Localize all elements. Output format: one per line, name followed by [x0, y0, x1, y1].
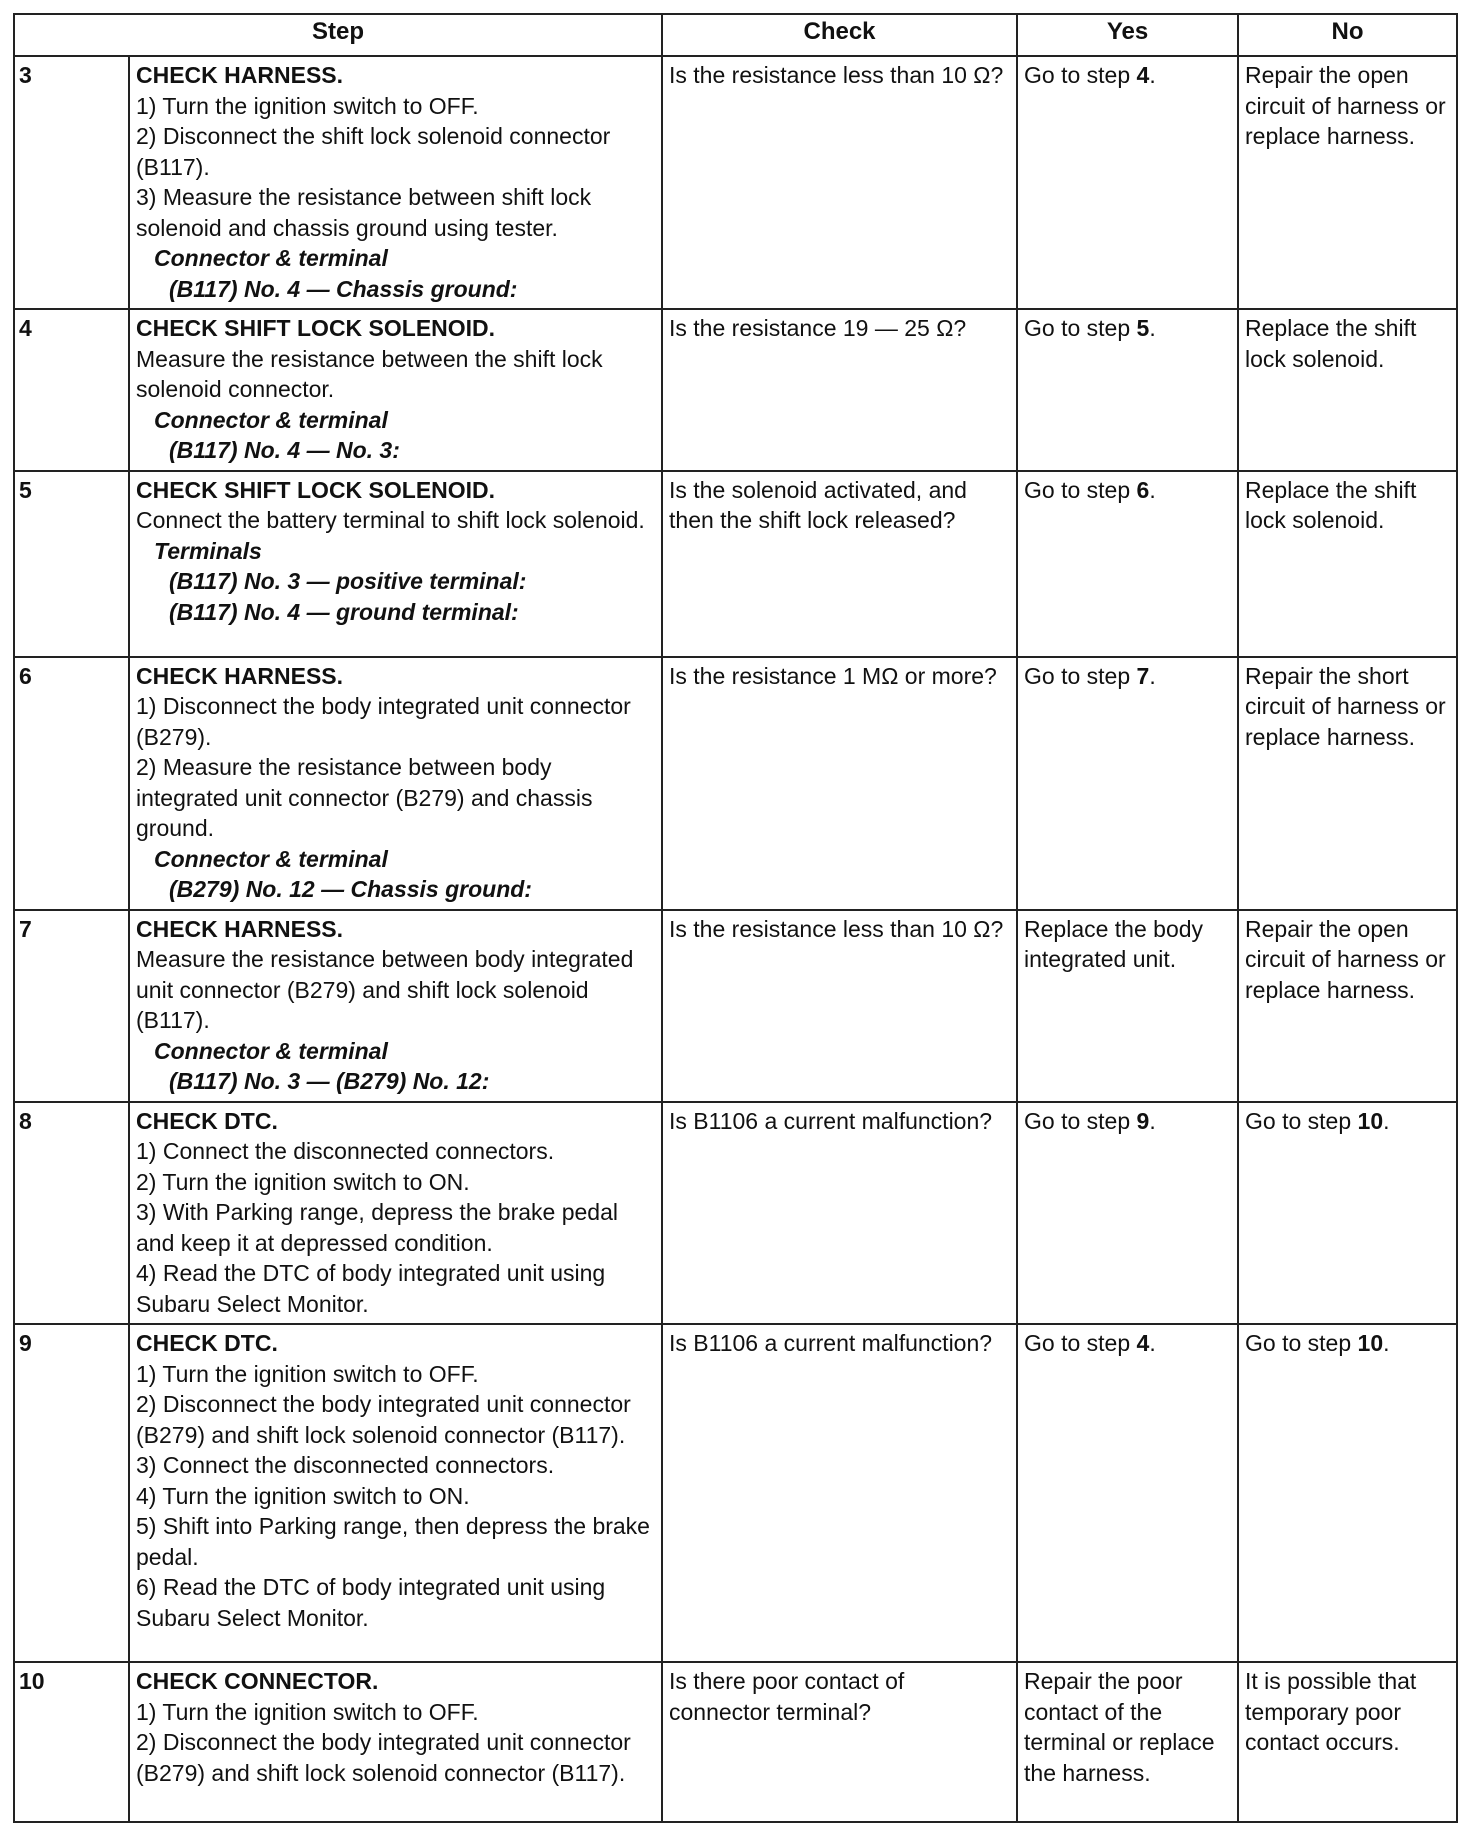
no-action-text: It is possible that temporary poor contact occurs. [1245, 1668, 1417, 1755]
connector-terminal-spec: (B117) No. 3 — positive terminal: [169, 568, 527, 594]
step-instruction: 3) Measure the resistance between shift lock solenoid and chassis ground using tester. [136, 184, 592, 241]
diagnostic-table [13, 13, 1458, 1823]
table-row [14, 1102, 1457, 1325]
connector-terminal-spec: (B117) No. 4 — Chassis ground: [169, 275, 518, 302]
step-number: 5 [14, 471, 129, 657]
step-number: 10 [14, 1662, 129, 1822]
period: . [1149, 62, 1156, 88]
connector-terminal-spec: (B117) No. 4 — ground terminal: [169, 598, 519, 625]
check-question: Is the solenoid activated, and then the shift lock released? [662, 471, 1017, 657]
step-description [129, 657, 662, 910]
step-description [129, 910, 662, 1102]
yes-action-text: Go to step [1024, 1330, 1137, 1356]
connector-terminal-label: Connector & terminal [154, 406, 388, 433]
yes-target-step: 6 [1136, 476, 1150, 503]
step-title: CHECK HARNESS. [136, 62, 344, 88]
step-number: 6 [14, 657, 129, 910]
check-question: Is B1106 a current malfunction? [662, 1102, 1017, 1325]
step-instruction: 2) Disconnect the body integrated unit connector (B279) and shift lock solenoid connector (B117). [136, 1391, 631, 1448]
check-question: Is the resistance less than 10 Ω? [662, 56, 1017, 309]
yes-action-text: Replace the body integrated unit. [1024, 915, 1204, 972]
step-instruction: 3) Connect the disconnected connectors. [136, 1452, 555, 1478]
header-step: Step [14, 14, 662, 56]
check-question: Is the resistance less than 10 Ω? [662, 910, 1017, 1102]
connector-terminal-label: Connector & terminal [154, 845, 388, 872]
check-question: Is the resistance 1 MΩ or more? [662, 657, 1017, 910]
no-action-text: Go to step [1245, 1330, 1358, 1356]
table-row [14, 309, 1457, 471]
no-action-text: Replace the shift lock solenoid. [1245, 476, 1417, 533]
step-description [129, 1324, 662, 1662]
connector-terminal-label: Connector & terminal [154, 245, 388, 271]
yes-action-text: Repair the poor contact of the terminal or replace the harness. [1024, 1668, 1215, 1786]
header-no: No [1238, 14, 1457, 56]
step-description [129, 56, 662, 309]
step-description [129, 309, 662, 471]
step-instruction: 1) Disconnect the body integrated unit connector (B279). [136, 693, 631, 750]
yes-target-step: 7 [1136, 662, 1150, 689]
yes-action [1017, 56, 1238, 309]
step-title: CHECK HARNESS. [136, 915, 344, 942]
yes-action [1017, 657, 1238, 910]
header-yes: Yes [1017, 14, 1238, 56]
step-instruction: 2) Turn the ignition switch to ON. [136, 1168, 470, 1195]
step-title: CHECK HARNESS. [136, 662, 344, 689]
step-description [129, 471, 662, 657]
period: . [1149, 1330, 1156, 1356]
connector-terminal-spec: (B279) No. 12 — Chassis ground: [169, 876, 532, 902]
no-target-step: 10 [1357, 1107, 1384, 1134]
step-number: 7 [14, 910, 129, 1102]
step-title: CHECK CONNECTOR. [136, 1668, 379, 1694]
step-instruction: Measure the resistance between body integrated unit connector (B279) and shift lock solenoid (B117). [136, 946, 634, 1033]
check-question: Is the resistance 19 — 25 Ω? [662, 309, 1017, 471]
no-action [1238, 1662, 1457, 1822]
header-row [14, 14, 1457, 56]
table-row [14, 910, 1457, 1102]
no-action-text: Repair the short circuit of harness or replace harness. [1245, 662, 1446, 750]
yes-action [1017, 471, 1238, 657]
step-instruction: 1) Turn the ignition switch to OFF. [136, 1698, 479, 1725]
period: . [1149, 476, 1156, 503]
period: . [1149, 662, 1156, 689]
step-description [129, 1662, 662, 1822]
step-description [129, 1102, 662, 1325]
yes-target-step: 9 [1136, 1107, 1150, 1134]
period: . [1383, 1107, 1390, 1134]
step-title: CHECK SHIFT LOCK SOLENOID. [136, 476, 496, 503]
no-action-text: Repair the open circuit of harness or replace harness. [1245, 62, 1446, 149]
no-action [1238, 1324, 1457, 1662]
step-number: 3 [14, 56, 129, 309]
table-row [14, 471, 1457, 657]
yes-action-text: Go to step [1024, 476, 1137, 503]
step-number: 9 [14, 1324, 129, 1662]
table-row [14, 56, 1457, 309]
step-number: 4 [14, 309, 129, 471]
connector-terminal-label: Terminals [154, 537, 262, 564]
step-instruction: 1) Connect the disconnected connectors. [136, 1138, 555, 1164]
step-instruction: 2) Disconnect the body integrated unit connector (B279) and shift lock solenoid connector (B117). [136, 1729, 631, 1786]
no-action [1238, 1102, 1457, 1325]
no-action [1238, 910, 1457, 1102]
yes-action [1017, 1324, 1238, 1662]
check-question: Is there poor contact of connector terminal? [662, 1662, 1017, 1822]
connector-terminal-spec: (B117) No. 3 — (B279) No. 12: [169, 1068, 490, 1094]
table-row [14, 1324, 1457, 1662]
yes-action-text: Go to step [1024, 662, 1137, 689]
step-instruction: 4) Read the DTC of body integrated unit using Subaru Select Monitor. [136, 1260, 606, 1317]
no-action-text: Repair the open circuit of harness or replace harness. [1245, 915, 1446, 1003]
step-number: 8 [14, 1102, 129, 1325]
period: . [1383, 1330, 1390, 1356]
yes-action-text: Go to step [1024, 1107, 1137, 1134]
yes-target-step: 5 [1136, 315, 1150, 341]
yes-action-text: Go to step [1024, 62, 1137, 88]
step-title: CHECK DTC. [136, 1330, 278, 1356]
table-row [14, 657, 1457, 910]
table-body [14, 56, 1457, 1822]
yes-action [1017, 1662, 1238, 1822]
step-title: CHECK SHIFT LOCK SOLENOID. [136, 315, 496, 341]
step-instruction: 6) Read the DTC of body integrated unit using Subaru Select Monitor. [136, 1574, 606, 1631]
step-instruction: 2) Measure the resistance between body integrated unit connector (B279) and chassis ground. [136, 754, 593, 841]
period: . [1149, 315, 1156, 341]
yes-action [1017, 309, 1238, 471]
yes-action-text: Go to step [1024, 315, 1137, 341]
check-question: Is B1106 a current malfunction? [662, 1324, 1017, 1662]
step-instruction: Measure the resistance between the shift lock solenoid connector. [136, 345, 603, 402]
no-action [1238, 309, 1457, 471]
step-instruction: 5) Shift into Parking range, then depress the brake pedal. [136, 1513, 650, 1570]
step-instruction: 1) Turn the ignition switch to OFF. [136, 1360, 479, 1387]
no-action-text: Go to step [1245, 1107, 1358, 1134]
no-action [1238, 56, 1457, 309]
step-instruction: 2) Disconnect the shift lock solenoid connector (B117). [136, 123, 611, 180]
table-row [14, 1662, 1457, 1822]
step-instruction: 1) Turn the ignition switch to OFF. [136, 92, 479, 119]
no-action-text: Replace the shift lock solenoid. [1245, 315, 1417, 372]
yes-action [1017, 910, 1238, 1102]
yes-target-step: 4 [1136, 1330, 1150, 1356]
step-title: CHECK DTC. [136, 1107, 278, 1134]
connector-terminal-label: Connector & terminal [154, 1037, 388, 1064]
step-instruction: 4) Turn the ignition switch to ON. [136, 1482, 470, 1509]
step-instruction: 3) With Parking range, depress the brake pedal and keep it at depressed condition. [136, 1199, 618, 1256]
no-target-step: 10 [1357, 1330, 1384, 1356]
header-check: Check [662, 14, 1017, 56]
step-instruction: Connect the battery terminal to shift lock solenoid. [136, 507, 645, 533]
no-action [1238, 657, 1457, 910]
connector-terminal-spec: (B117) No. 4 — No. 3: [169, 437, 400, 463]
no-action [1238, 471, 1457, 657]
yes-action [1017, 1102, 1238, 1325]
yes-target-step: 4 [1136, 62, 1150, 88]
period: . [1149, 1107, 1156, 1134]
